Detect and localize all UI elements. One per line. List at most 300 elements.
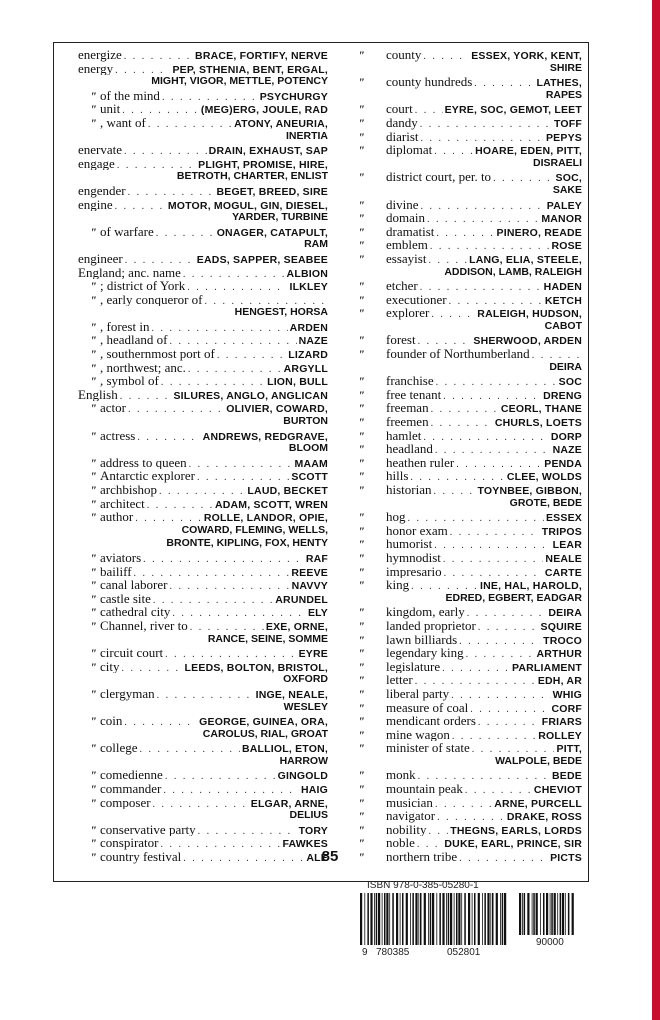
dictionary-entry [78, 361, 328, 375]
dictionary-entry [78, 497, 328, 511]
barcode-bar [384, 893, 386, 945]
dictionary-entry [78, 592, 328, 606]
dictionary-entry [358, 75, 582, 102]
dot-leader [428, 825, 448, 837]
entry-answer: LATHES, [536, 77, 582, 89]
dictionary-entry [358, 415, 582, 429]
ditto-mark: " [358, 374, 365, 388]
dot-leader [420, 281, 542, 293]
ditto-mark: " [358, 279, 365, 293]
ditto-mark: " [358, 415, 365, 429]
entry-headword: northern tribe [386, 850, 458, 864]
dot-leader [151, 322, 287, 334]
ditto-mark: " [358, 510, 365, 524]
entry-answer: PARLIAMENT [511, 661, 582, 674]
barcode-bar [461, 893, 462, 945]
entry-answer-continued: WESLEY [283, 700, 328, 713]
barcode-bar [402, 893, 404, 945]
dictionary-entry [78, 619, 328, 646]
entry-headword: noble [386, 836, 415, 851]
entry-answer-continued: BLOOM [288, 442, 328, 455]
ditto-mark: " [90, 822, 97, 837]
entry-headword: engender [78, 183, 126, 198]
dictionary-entry [78, 551, 328, 565]
dot-leader [418, 335, 472, 347]
dot-leader [444, 567, 543, 579]
ditto-mark: " [358, 727, 365, 742]
isbn-label: ISBN 978-0-385-05280-1 [367, 880, 479, 891]
barcode-bar [533, 893, 535, 935]
entry-headword: , northwest; anc. [100, 360, 186, 375]
ditto-mark: " [90, 578, 97, 592]
dictionary-entry [78, 347, 328, 361]
entry-answer: MOTOR, MOGUL, GIN, DIESEL, [167, 199, 328, 212]
entry-answer-continued: BETROTH, CHARTER, ENLIST [176, 170, 328, 183]
entry-answer: PALEY [546, 199, 582, 212]
dot-leader [465, 784, 532, 796]
entry-answer: MAAM [294, 457, 328, 470]
dot-leader [428, 254, 467, 266]
barcode-bar [527, 893, 529, 935]
entry-headword: enervate [78, 143, 123, 157]
entry-headword: city [100, 659, 120, 674]
ditto-mark: " [358, 292, 365, 307]
dot-leader [153, 594, 273, 606]
dot-leader [163, 784, 299, 796]
ditto-mark: " [90, 224, 97, 239]
entry-answer: SCOTT [291, 471, 328, 483]
dictionary-entry [358, 279, 582, 293]
dictionary-entry [358, 510, 582, 524]
entry-answer: TRIPOS [541, 525, 582, 538]
dot-leader [431, 308, 475, 320]
dot-leader [188, 363, 282, 375]
entry-answer: BRACE, FORTIFY, NERVE [195, 50, 328, 62]
entry-answer: PEPYS [545, 131, 582, 144]
entry-answer: FRIARS [541, 716, 582, 728]
entry-headword: dramatist [386, 224, 435, 239]
entry-headword: minister of state [386, 741, 470, 755]
barcode-bar [456, 893, 458, 945]
entry-answer: LANG, ELIA, STEELE, [469, 253, 582, 266]
ditto-mark: " [358, 523, 365, 538]
barcode-bar [400, 893, 401, 945]
ditto-mark: " [90, 836, 97, 851]
entry-answer: PLIGHT, PROMISE, HIRE, [198, 158, 328, 171]
entry-headword: conspirator [100, 836, 159, 851]
dictionary-entry [358, 116, 582, 130]
ditto-mark: " [358, 700, 365, 715]
dictionary-entry [358, 687, 582, 701]
barcode-bar [490, 893, 491, 945]
barcode-bar [474, 893, 476, 945]
barcode-bar [524, 893, 526, 935]
dot-leader [532, 349, 580, 361]
dot-leader [161, 376, 265, 388]
dictionary-entry [358, 48, 582, 75]
barcode-bar [482, 893, 483, 945]
ditto-mark: " [358, 618, 365, 633]
entry-headword: cathedral city [100, 605, 171, 619]
ditto-mark: " [358, 795, 365, 810]
dot-leader [190, 621, 264, 633]
dot-leader [128, 186, 215, 198]
entry-answer: ELY [307, 607, 328, 619]
dot-leader [451, 689, 550, 701]
entry-answer: WHIG [552, 688, 582, 701]
barcode-bar [504, 893, 506, 945]
entry-headword: , headland of [100, 333, 168, 348]
entry-answer: LIZARD [288, 349, 328, 361]
dot-leader [183, 268, 285, 280]
dot-leader [452, 730, 536, 742]
entry-answer: ALBION [286, 267, 328, 280]
barcode-bar [554, 893, 556, 935]
dictionary-entry [358, 646, 582, 660]
right-column [358, 48, 582, 864]
barcode-bar [446, 893, 447, 945]
entry-answer: ARUNDEL [275, 593, 328, 606]
ditto-mark: " [358, 782, 365, 796]
dictionary-entry [78, 320, 328, 334]
ditto-mark: " [358, 714, 365, 728]
entry-answer: ANDREWS, REDGRAVE, [202, 430, 328, 443]
ditto-mark: " [358, 75, 365, 89]
entry-headword: , want of [100, 115, 146, 130]
entry-answer: SQUIRE [540, 620, 582, 633]
entry-answer: MANOR [541, 213, 582, 225]
barcode-bar [464, 893, 466, 945]
entry-answer-continued: CAROLUS, RIAL, GROAT [202, 727, 328, 740]
dictionary-entry [358, 537, 582, 551]
dictionary-entry [358, 619, 582, 633]
barcode-bar [364, 893, 365, 945]
entry-answer: CLEE, WOLDS [506, 471, 582, 483]
ditto-mark: " [358, 129, 365, 144]
barcode-bar [418, 893, 419, 945]
entry-answer: ROLLE, LANDOR, OPIE, [203, 512, 328, 524]
barcode-bar [454, 893, 455, 945]
entry-headword: measure of coal [386, 700, 469, 715]
barcode-bar [424, 893, 426, 945]
dot-leader [117, 159, 196, 171]
dot-leader [449, 295, 543, 307]
barcode-bar [374, 893, 375, 945]
entry-headword: emblem [386, 238, 428, 252]
entry-answer: ESSEX, YORK, KENT, [471, 50, 582, 62]
entry-headword: lawn billiards [386, 632, 458, 647]
barcode-bar [472, 893, 473, 945]
barcode-bar [367, 893, 369, 945]
dot-leader [135, 512, 202, 524]
barcode-bar [500, 893, 501, 945]
barcode-bar [360, 893, 362, 945]
ditto-mark: " [90, 768, 97, 783]
entry-answer: NEALE [545, 552, 582, 565]
dictionary-entry [78, 252, 328, 266]
entry-answer: INGE, NEALE, [255, 688, 328, 701]
entry-headword: domain [386, 211, 425, 225]
entry-answer: PEP, STHENIA, BENT, ERGAL, [172, 63, 328, 76]
dot-leader [165, 770, 276, 782]
dot-leader [421, 200, 545, 212]
entry-headword: mountain peak [386, 782, 463, 796]
entry-headword: honor exam [386, 523, 448, 538]
ditto-mark: " [90, 319, 97, 334]
entry-answer-continued: CABOT [544, 319, 582, 332]
entry-headword: monk [386, 768, 416, 783]
entry-answer: DRENG [543, 389, 582, 402]
dictionary-entry [358, 673, 582, 687]
entry-answer: SOC, [555, 172, 582, 184]
entry-answer: DRAKE, ROSS [506, 811, 582, 823]
entry-headword: hog [386, 510, 406, 524]
entry-headword: Antarctic explorer [100, 469, 195, 483]
entry-answer: PSYCHURGY [259, 90, 328, 103]
entry-answer-continued: RANCE, SEINE, SOMME [207, 632, 328, 645]
dot-leader [128, 403, 224, 415]
entry-headword: of warfare [100, 224, 154, 239]
barcode-bar [370, 893, 372, 945]
entry-headword: headland [386, 442, 433, 456]
barcode-bar [389, 893, 390, 945]
entry-headword: clergyman [100, 686, 155, 701]
entry-headword: circuit court [100, 646, 164, 660]
entry-answer-continued: HARROW [279, 754, 328, 767]
dictionary-entry [358, 374, 582, 388]
dictionary-entry [78, 157, 328, 184]
barcode-bar [432, 893, 434, 945]
barcode-bar [478, 893, 480, 945]
entry-headword: county [386, 48, 422, 62]
entry-answer: DRAIN, EXHAUST, SAP [208, 145, 328, 157]
entry-headword: coin [100, 714, 123, 728]
entry-answer: SOC [558, 376, 582, 388]
entry-answer-continued: RAM [304, 238, 328, 251]
dot-leader [162, 91, 258, 103]
barcode [360, 893, 580, 963]
ditto-mark: " [358, 836, 365, 851]
barcode-bar [392, 893, 394, 945]
dictionary-entry [78, 102, 328, 116]
entry-answer: TORY [298, 824, 328, 837]
dictionary-entry [78, 266, 328, 280]
ditto-mark: " [90, 115, 97, 130]
ditto-mark: " [358, 850, 365, 864]
entry-answer: LEAR [552, 539, 582, 551]
ditto-mark: " [358, 768, 365, 783]
barcode-addon-bars [519, 893, 574, 935]
dot-leader [147, 499, 213, 511]
entry-answer: (MEG)ERG, JOULE, RAD [200, 104, 328, 116]
dot-leader [418, 770, 550, 782]
dictionary-entry [78, 48, 328, 62]
entry-headword: navigator [386, 809, 436, 823]
entry-answer: NAZE [298, 335, 328, 348]
barcode-bar [458, 893, 460, 945]
ditto-mark: " [358, 483, 365, 497]
barcode-bar [412, 893, 414, 945]
dictionary-entry [358, 578, 582, 605]
dictionary-entry [358, 605, 582, 619]
dot-leader [120, 390, 172, 402]
ditto-mark: " [90, 102, 97, 116]
barcode-bar [410, 893, 411, 945]
ditto-mark: " [358, 809, 365, 823]
dictionary-entry [78, 714, 328, 741]
entry-answer: EYRE [298, 648, 328, 660]
dot-leader [459, 635, 541, 647]
entry-headword: county hundreds [386, 75, 473, 89]
barcode-bar [396, 893, 398, 945]
dictionary-entry [358, 198, 582, 212]
entry-headword: court [386, 102, 413, 116]
dot-leader [410, 471, 504, 483]
entry-answer: DUKE, EARL, PRINCE, SIR [444, 838, 582, 851]
dictionary-entry [78, 225, 328, 252]
dot-leader [408, 512, 544, 524]
dot-leader [124, 50, 193, 62]
entry-headword: executioner [386, 292, 447, 307]
dot-leader [415, 104, 443, 116]
dictionary-entry [78, 456, 328, 470]
dot-leader [143, 553, 304, 565]
entry-answer: GINGOLD [277, 770, 328, 783]
entry-answer: RAF [305, 552, 328, 565]
barcode-bar [562, 893, 564, 935]
entry-answer: EXE, ORNE, [265, 620, 328, 633]
barcode-bar [439, 893, 441, 945]
barcode-bar [560, 893, 562, 935]
entry-headword: actor [100, 401, 126, 416]
barcode-bar [436, 893, 437, 945]
entry-answer: SHERWOOD, ARDEN [473, 335, 582, 348]
barcode-bar [572, 893, 574, 935]
dictionary-entry [78, 401, 328, 428]
ditto-mark: " [90, 741, 97, 755]
barcode-bar [378, 893, 380, 945]
entry-answer: ROSE [551, 240, 582, 252]
barcode-bar [536, 893, 538, 935]
entry-headword: dandy [386, 115, 418, 130]
entry-headword: diplomat [386, 143, 433, 157]
dictionary-entry [358, 660, 582, 674]
dictionary-entry [358, 823, 582, 837]
entry-headword: energy [78, 61, 114, 76]
dot-leader [472, 743, 555, 755]
ditto-mark: " [90, 279, 97, 293]
dot-leader [437, 811, 505, 823]
entry-headword: founder of Northumberland [386, 347, 530, 361]
ditto-mark: " [90, 795, 97, 810]
dot-leader [474, 77, 534, 89]
entry-headword: legislature [386, 659, 441, 674]
entry-answer: ILKLEY [289, 281, 328, 293]
entry-answer: LAUD, BECKET [247, 485, 328, 497]
left-column [78, 48, 328, 864]
dictionary-entry [78, 469, 328, 483]
barcode-bar [550, 893, 551, 935]
dot-leader [140, 743, 240, 755]
ditto-mark: " [358, 115, 365, 130]
entry-answer-continued: WALPOLE, BEDE [495, 754, 582, 767]
dot-leader [436, 227, 494, 239]
entry-headword: , forest in [100, 319, 150, 334]
barcode-bar [519, 893, 521, 935]
entry-answer: HOARE, EDEN, PITT, [475, 145, 582, 157]
dot-leader [187, 281, 287, 293]
entry-answer: CHURLS, LOETS [494, 417, 582, 429]
dot-leader [170, 335, 297, 347]
entry-headword: engage [78, 156, 115, 171]
ditto-mark: " [90, 605, 97, 619]
ditto-mark: " [90, 496, 97, 511]
dictionary-entry [358, 701, 582, 715]
barcode-bar [406, 893, 408, 945]
dictionary-entry [358, 782, 582, 796]
entry-answer: ARDEN [289, 321, 328, 334]
barcode-addon-digits: 90000 [536, 937, 564, 948]
dictionary-entry [78, 483, 328, 497]
entry-answer: CEORL, THANE [500, 403, 582, 416]
ditto-mark: " [358, 578, 365, 592]
barcode-bar [522, 893, 523, 935]
dot-leader [124, 716, 197, 728]
ditto-mark: " [358, 238, 365, 252]
dictionary-entry [78, 782, 328, 796]
ditto-mark: " [90, 850, 97, 864]
barcode-bar [551, 893, 553, 935]
entry-answer: PITT, [556, 743, 582, 755]
entry-headword: composer [100, 795, 151, 810]
barcode-bar [448, 893, 450, 945]
entry-headword: castle site [100, 591, 151, 606]
entry-answer-continued: BURTON [283, 415, 328, 428]
entry-headword: comedienne [100, 768, 163, 783]
ditto-mark: " [90, 483, 97, 497]
ditto-mark: " [358, 605, 365, 619]
dictionary-entry [358, 551, 582, 565]
entry-answer: ADAM, SCOTT, WREN [214, 498, 328, 511]
dot-leader [172, 607, 306, 619]
barcode-bar [492, 893, 494, 945]
dot-leader [436, 376, 557, 388]
entry-answer: ARTHUR [536, 648, 582, 660]
entry-headword: mine wagon [386, 727, 450, 742]
ditto-mark: " [358, 347, 365, 361]
dot-leader [148, 118, 232, 130]
dictionary-entry [78, 143, 328, 157]
ditto-mark: " [358, 646, 365, 660]
entry-headword: letter [386, 673, 413, 687]
dot-leader [165, 648, 296, 660]
ditto-mark: " [358, 741, 365, 755]
dictionary-entry [358, 809, 582, 823]
entry-answer: ESSEX [545, 512, 582, 524]
dot-leader [493, 172, 553, 184]
ditto-mark: " [358, 550, 365, 565]
ditto-mark: " [90, 428, 97, 443]
dot-leader [124, 145, 207, 157]
barcode-bar [442, 893, 444, 945]
entry-headword: archbishop [100, 483, 158, 497]
dot-leader [478, 716, 540, 728]
barcode-group1: 780385 [376, 947, 410, 958]
dot-leader [466, 648, 535, 660]
entry-answer: NAVVY [291, 580, 328, 592]
entry-answer: EDH, AR [537, 675, 582, 687]
dictionary-entry [358, 429, 582, 443]
